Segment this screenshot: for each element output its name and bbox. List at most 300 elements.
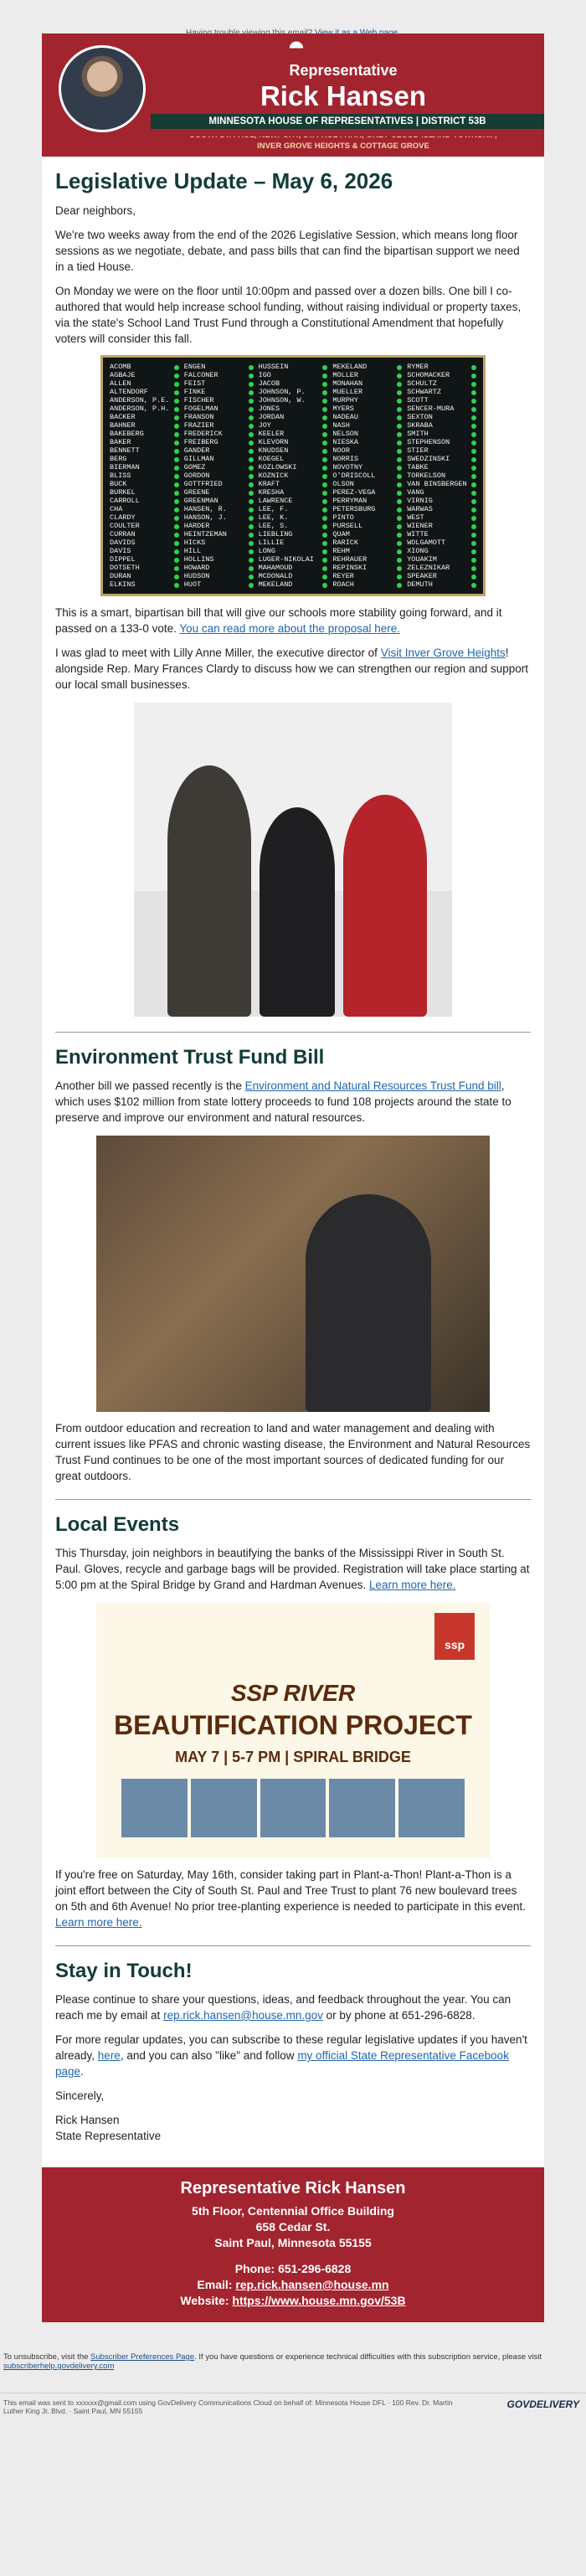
flyer-photo	[121, 1779, 188, 1837]
legislator-name: COULTER	[110, 522, 140, 530]
legislator-name: LEE, F.	[258, 505, 289, 513]
vote-row	[332, 455, 402, 463]
footer-address-3: Saint Paul, Minnesota 55155	[214, 2236, 372, 2249]
legislator-name: AGBAJE	[110, 371, 136, 379]
vote-board-image	[100, 355, 486, 596]
yes-vote-indicator	[174, 399, 179, 404]
legislator-name: BENNETT	[110, 446, 140, 455]
yes-vote-indicator	[471, 449, 476, 454]
vote-row	[259, 471, 328, 480]
yes-vote-indicator	[322, 365, 327, 370]
vote-row	[332, 555, 402, 564]
legislator-name: VAN BINSBERGEN	[407, 480, 467, 488]
vote-row	[332, 421, 402, 430]
vote-row	[110, 363, 179, 371]
vote-row	[259, 413, 328, 421]
yes-vote-indicator	[397, 491, 402, 496]
meeting-photo	[134, 703, 452, 1017]
legislator-name: KRESHA	[258, 488, 285, 497]
flyer-photo	[329, 1779, 395, 1837]
legislator-name: GREENE	[183, 488, 210, 497]
vote-row	[259, 446, 328, 455]
legislator-name: O'DRISCOLL	[332, 471, 376, 480]
yes-vote-indicator	[397, 466, 402, 471]
vote-row	[407, 555, 476, 564]
yes-vote-indicator	[322, 407, 327, 412]
yes-vote-indicator	[322, 558, 327, 563]
env-paragraph-1	[55, 1078, 531, 1126]
yes-vote-indicator	[249, 457, 254, 462]
footer-banner	[42, 2167, 544, 2322]
legislator-name: HUOT	[183, 580, 202, 589]
yes-vote-indicator	[249, 524, 254, 529]
yes-vote-indicator	[322, 499, 327, 504]
vote-row	[407, 388, 476, 396]
leg-paragraph-2: On Monday we were on the floor until 10:00pm and passed over a dozen bills. One bill I co-authored that would help increase school funding, without raising individual or property taxes, via the state's School Land Trust Fund through a Constitutional Amendment that hopefully voters will consider this fall.	[55, 285, 522, 345]
yes-vote-indicator	[397, 382, 402, 387]
yes-vote-indicator	[397, 482, 402, 487]
leg-paragraph-3	[55, 605, 531, 636]
yes-vote-indicator	[249, 541, 254, 546]
legislator-name: DAVIDS	[110, 538, 136, 547]
vote-row	[259, 547, 328, 555]
yes-vote-indicator	[322, 390, 327, 395]
legislator-name: FEIST	[183, 379, 206, 388]
vote-row	[407, 572, 476, 580]
legislator-name: SPEAKER	[407, 572, 437, 580]
vote-row	[184, 363, 254, 371]
vote-row	[407, 446, 476, 455]
legislator-name: TABKE	[407, 463, 429, 471]
vote-row	[332, 388, 402, 396]
vote-row	[184, 421, 254, 430]
yes-vote-indicator	[249, 574, 254, 580]
header-banner	[42, 33, 544, 137]
vote-row	[259, 564, 328, 572]
yes-vote-indicator	[249, 549, 254, 554]
legislator-name: JORDAN	[258, 413, 285, 421]
legislator-name: MONAHAN	[332, 379, 363, 388]
legislator-name: YOUAKIM	[407, 555, 437, 564]
legislator-name: ANDERSON, P.H.	[110, 404, 170, 413]
legislator-name: FALCONER	[183, 371, 218, 379]
yes-vote-indicator	[397, 566, 402, 571]
vote-row	[407, 480, 476, 488]
vote-row	[110, 572, 179, 580]
visit-igh-link[interactable]: Visit Inver Grove Heights	[380, 647, 506, 659]
vote-row	[259, 580, 328, 589]
vote-row	[332, 497, 402, 505]
vote-column-2	[184, 363, 254, 589]
footer-email	[42, 2277, 544, 2293]
legislator-name: QUAM	[332, 530, 350, 538]
legislator-name: LEE, S.	[258, 522, 289, 530]
yes-vote-indicator	[249, 424, 254, 429]
trust-fund-bill-link[interactable]: Environment and Natural Resources Trust Fund bill	[244, 1079, 501, 1092]
yes-vote-indicator	[397, 549, 402, 554]
vote-row	[407, 363, 476, 371]
vote-row	[110, 396, 179, 404]
legislator-name: BERG	[110, 455, 127, 463]
yes-vote-indicator	[322, 566, 327, 571]
vote-row	[110, 564, 179, 572]
legislator-name: FINKE	[183, 388, 206, 396]
subscriber-help-link[interactable]: subscriberhelp.govdelivery.com	[3, 2362, 115, 2371]
ssp-event-flyer	[96, 1603, 490, 1858]
header-name: Rick Hansen	[260, 80, 427, 111]
yes-vote-indicator	[471, 499, 476, 504]
legislator-name: HANSON, J.	[183, 513, 227, 522]
legislator-name: SWEDZINSKI	[407, 455, 450, 463]
yes-vote-indicator	[249, 449, 254, 454]
flyer-photo	[260, 1779, 326, 1837]
vote-row	[332, 480, 402, 488]
legislator-name: FOGELMAN	[183, 404, 218, 413]
plant-a-thon-link[interactable]: Learn more here.	[55, 1916, 142, 1929]
vote-row	[110, 471, 179, 480]
legislator-name: BACKER	[110, 413, 136, 421]
legislator-name: WEST	[407, 513, 424, 522]
footer-email-label: Email:	[197, 2278, 233, 2291]
unsubscribe-note	[0, 2352, 586, 2371]
yes-vote-indicator	[174, 374, 179, 379]
photo-person-1	[167, 765, 251, 1017]
signature-name: Rick Hansen	[55, 2114, 120, 2126]
legislator-name: KNUDSEN	[258, 446, 289, 455]
yes-vote-indicator	[397, 390, 402, 395]
minnesota-state-icon: ⯊	[289, 38, 304, 59]
yes-vote-indicator	[397, 449, 402, 454]
vote-row	[184, 455, 254, 463]
yes-vote-indicator	[471, 474, 476, 479]
yes-vote-indicator	[397, 440, 402, 446]
yes-vote-indicator	[471, 466, 476, 471]
legislator-name: ALLEN	[110, 379, 131, 388]
legislator-name: OLSON	[332, 480, 354, 488]
yes-vote-indicator	[249, 432, 254, 437]
vote-row	[407, 522, 476, 530]
vote-row	[407, 547, 476, 555]
vote-row	[184, 438, 254, 446]
flyer-date: MAY 7 | 5-7 PM | SPIRAL BRIDGE	[175, 1749, 411, 1765]
vote-row	[332, 413, 402, 421]
yes-vote-indicator	[471, 516, 476, 521]
footer-website-link[interactable]: https://www.house.mn.gov/53B	[232, 2294, 406, 2307]
stay-in-touch-title: Stay in Touch!	[55, 1960, 193, 1982]
vote-row	[332, 471, 402, 480]
yes-vote-indicator	[397, 474, 402, 479]
vote-row	[407, 530, 476, 538]
email-link[interactable]: rep.rick.hansen@house.mn.gov	[163, 2009, 323, 2022]
vote-row	[259, 421, 328, 430]
email-body	[42, 33, 544, 2322]
vote-row	[407, 379, 476, 388]
vote-row	[184, 497, 254, 505]
yes-vote-indicator	[249, 390, 254, 395]
legislator-name: HUSSEIN	[258, 363, 289, 371]
vote-row	[259, 388, 328, 396]
legislator-name: DAVIS	[110, 547, 131, 555]
vote-row	[407, 564, 476, 572]
legislator-name: DEMUTH	[407, 580, 433, 589]
legislator-name: XIONG	[407, 547, 429, 555]
yes-vote-indicator	[249, 399, 254, 404]
legislator-name: HUDSON	[183, 572, 210, 580]
stay-in-touch-section	[42, 1946, 544, 2144]
vote-row	[407, 538, 476, 547]
yes-vote-indicator	[322, 491, 327, 496]
yes-vote-indicator	[397, 574, 402, 580]
vote-row	[184, 463, 254, 471]
vote-row	[407, 421, 476, 430]
vote-row	[259, 497, 328, 505]
touch-paragraph-2-text: For more regular updates, you can subscribe to these regular legislative updates if you haven't already,	[55, 2033, 527, 2062]
vote-row	[110, 513, 179, 522]
yes-vote-indicator	[322, 583, 327, 588]
yes-vote-indicator	[397, 533, 402, 538]
vote-row	[332, 438, 402, 446]
yes-vote-indicator	[471, 574, 476, 580]
legislator-name: GORDON	[183, 471, 210, 480]
legislator-name: TORKELSON	[407, 471, 446, 480]
vote-row	[259, 438, 328, 446]
legislator-name: HARDER	[183, 522, 210, 530]
legislator-name: REPINSKI	[332, 564, 368, 572]
vote-row	[110, 497, 179, 505]
vote-row	[332, 430, 402, 438]
legislator-name: GREENMAN	[183, 497, 218, 505]
vote-row	[332, 371, 402, 379]
yes-vote-indicator	[397, 365, 402, 370]
yes-vote-indicator	[471, 507, 476, 513]
vote-row	[332, 538, 402, 547]
legislator-name: JOHNSON, W.	[258, 396, 306, 404]
legislator-name: GILLMAN	[183, 455, 214, 463]
yes-vote-indicator	[471, 390, 476, 395]
vote-row	[110, 430, 179, 438]
local-events-title: Local Events	[55, 1513, 180, 1536]
yes-vote-indicator	[174, 566, 179, 571]
vote-row	[332, 547, 402, 555]
legislator-name: LAWRENCE	[258, 497, 293, 505]
photo-person-2	[260, 807, 335, 1017]
footer-email-link[interactable]: rep.rick.hansen@house.mn	[235, 2278, 389, 2291]
legislator-name: SEXTON	[407, 413, 433, 421]
vote-row	[407, 471, 476, 480]
touch-paragraph-2: For more regular updates, you can subscribe to these regular legislative updates if you haven't already, here, and you can also "like" and follow my official State Representative Facebook page.	[55, 2033, 527, 2078]
vote-row	[110, 488, 179, 497]
yes-vote-indicator	[322, 482, 327, 487]
facebook-page-link[interactable]: my official State Representative Facebook page	[55, 2049, 509, 2078]
subscribe-link[interactable]: here	[97, 2049, 121, 2062]
yes-vote-indicator	[322, 457, 327, 462]
yes-vote-indicator	[174, 390, 179, 395]
vote-row	[259, 505, 328, 513]
vote-row	[332, 522, 402, 530]
vote-row	[110, 580, 179, 589]
legislator-name: HANSEN, R.	[183, 505, 227, 513]
legislator-name: MOLLER	[332, 371, 358, 379]
yes-vote-indicator	[174, 407, 179, 412]
legislator-name: FRANSON	[183, 413, 214, 421]
vote-row	[110, 530, 179, 538]
vote-row	[407, 396, 476, 404]
vote-row	[332, 530, 402, 538]
legislator-name: ACOMB	[110, 363, 131, 371]
touch-paragraph-1-text: Please continue to share your questions, ideas, and feedback throughout the year. You can reach me by email at	[55, 1993, 511, 2022]
vote-row	[332, 564, 402, 572]
yes-vote-indicator	[471, 524, 476, 529]
vote-row	[259, 363, 328, 371]
vote-row	[332, 488, 402, 497]
yes-vote-indicator	[471, 365, 476, 370]
signature	[55, 2112, 531, 2144]
legislator-name: PURSELL	[332, 522, 363, 530]
yes-vote-indicator	[174, 365, 179, 370]
yes-vote-indicator	[471, 399, 476, 404]
legislator-name: SCHOMACKER	[407, 371, 450, 379]
legislator-name: NOOR	[332, 446, 350, 455]
vote-row	[332, 396, 402, 404]
yes-vote-indicator	[174, 440, 179, 446]
legislator-name: DOTSETH	[110, 564, 140, 572]
legislator-name: SCHWARTZ	[407, 388, 441, 396]
flyer-photo	[191, 1779, 257, 1837]
legislator-name: MAHAMOUD	[258, 564, 293, 572]
yes-vote-indicator	[471, 549, 476, 554]
flyer-title-1: SSP RIVER	[230, 1680, 356, 1706]
yes-vote-indicator	[471, 457, 476, 462]
yes-vote-indicator	[249, 374, 254, 379]
yes-vote-indicator	[471, 583, 476, 588]
bottom-area	[0, 2322, 586, 2415]
vote-row	[110, 446, 179, 455]
legislator-name: NASH	[332, 421, 350, 430]
yes-vote-indicator	[471, 424, 476, 429]
header-cities-line2: INVER GROVE HEIGHTS & COTTAGE GROVE	[257, 142, 429, 151]
vote-row	[259, 463, 328, 471]
yes-vote-indicator	[249, 507, 254, 513]
yes-vote-indicator	[249, 583, 254, 588]
environment-section	[42, 1033, 544, 1500]
yes-vote-indicator	[322, 516, 327, 521]
legislator-name: LONG	[258, 547, 275, 555]
vote-row	[184, 564, 254, 572]
legislator-name: DURAN	[110, 572, 131, 580]
legislator-name: SENCER-MURA	[407, 404, 455, 413]
vote-row	[110, 421, 179, 430]
legislator-name: NORRIS	[332, 455, 358, 463]
vote-row	[110, 404, 179, 413]
vote-row	[332, 463, 402, 471]
legislator-name: WOLGAMOTT	[407, 538, 446, 547]
leg-paragraph-4-text-2: ! alongside Rep. Mary Frances Clardy to discuss how we can strengthen our region and support our local small businesses.	[55, 647, 529, 691]
yes-vote-indicator	[249, 482, 254, 487]
vote-row	[259, 513, 328, 522]
touch-paragraph-1-text-2: or by phone at 651-296-6828.	[326, 2009, 475, 2022]
flyer-photo	[398, 1779, 465, 1837]
vote-row	[110, 522, 179, 530]
yes-vote-indicator	[174, 432, 179, 437]
yes-vote-indicator	[174, 549, 179, 554]
local-paragraph-1-text: This Thursday, join neighbors in beautifying the banks of the Mississippi River in South St. Paul. Gloves, recycle and garbage bags will be provided. Registration will take place starting at 5:00 pm at the Spiral Bridge by Grand and Hardman Avenues.	[55, 1547, 530, 1591]
photo-person-3	[343, 795, 427, 1017]
yes-vote-indicator	[397, 541, 402, 546]
vote-row	[259, 480, 328, 488]
yes-vote-indicator	[397, 524, 402, 529]
legislator-name: FISCHER	[183, 396, 214, 404]
vote-row	[110, 455, 179, 463]
vote-row	[259, 430, 328, 438]
vote-row	[184, 530, 254, 538]
legislator-name: FREIBERG	[183, 438, 218, 446]
legislator-name: ENGEN	[183, 363, 206, 371]
legislator-name: STIER	[407, 446, 429, 455]
legislator-name: WIENER	[407, 522, 433, 530]
legislator-name: HILL	[183, 547, 202, 555]
legislator-name: CARROLL	[110, 497, 140, 505]
proposal-link[interactable]: You can read more about the proposal here.	[179, 622, 401, 635]
subscriber-preferences-link[interactable]: Subscriber Preferences Page	[90, 2352, 195, 2362]
legislator-name: CURRAN	[110, 530, 136, 538]
yes-vote-indicator	[471, 432, 476, 437]
vote-row	[407, 413, 476, 421]
legislator-name: GANDER	[183, 446, 210, 455]
vote-row	[332, 363, 402, 371]
legislator-name: VIRNIG	[407, 497, 433, 505]
yes-vote-indicator	[322, 374, 327, 379]
legislator-name: FREDERICK	[183, 430, 223, 438]
yes-vote-indicator	[471, 541, 476, 546]
legislator-name: KOZNICK	[258, 471, 289, 480]
vote-row	[332, 446, 402, 455]
yes-vote-indicator	[322, 440, 327, 446]
vote-row	[407, 371, 476, 379]
vote-row	[110, 555, 179, 564]
footer-website	[42, 2293, 544, 2309]
vote-row	[184, 471, 254, 480]
river-cleanup-link[interactable]: Learn more here.	[369, 1579, 456, 1591]
footer-address-1: 5th Floor, Centennial Office Building	[192, 2204, 394, 2218]
yes-vote-indicator	[397, 507, 402, 513]
vote-row	[110, 463, 179, 471]
vote-column-3	[259, 363, 328, 589]
touch-paragraph-2-text-2: , and you can also "like" and follow	[120, 2049, 295, 2062]
header-band: MINNESOTA HOUSE OF REPRESENTATIVES | DISTRICT 53B	[151, 114, 544, 129]
legislator-name: RARICK	[332, 538, 358, 547]
vote-row	[332, 505, 402, 513]
vote-row	[184, 513, 254, 522]
touch-paragraph-1	[55, 1991, 531, 2023]
yes-vote-indicator	[249, 566, 254, 571]
legislator-name: MURPHY	[332, 396, 358, 404]
yes-vote-indicator	[471, 482, 476, 487]
legislator-name: JONES	[258, 404, 280, 413]
vote-row	[110, 505, 179, 513]
representative-photo	[59, 45, 146, 132]
yes-vote-indicator	[471, 533, 476, 538]
vote-row	[184, 480, 254, 488]
legislator-name: GOTTFRIED	[183, 480, 223, 488]
legislator-name: SCOTT	[407, 396, 429, 404]
vote-row	[332, 513, 402, 522]
yes-vote-indicator	[322, 533, 327, 538]
yes-vote-indicator	[322, 524, 327, 529]
legislator-name: LUGER-NIKOLAI	[258, 555, 314, 564]
yes-vote-indicator	[397, 432, 402, 437]
vote-row	[259, 455, 328, 463]
local-paragraph-1	[55, 1545, 531, 1593]
